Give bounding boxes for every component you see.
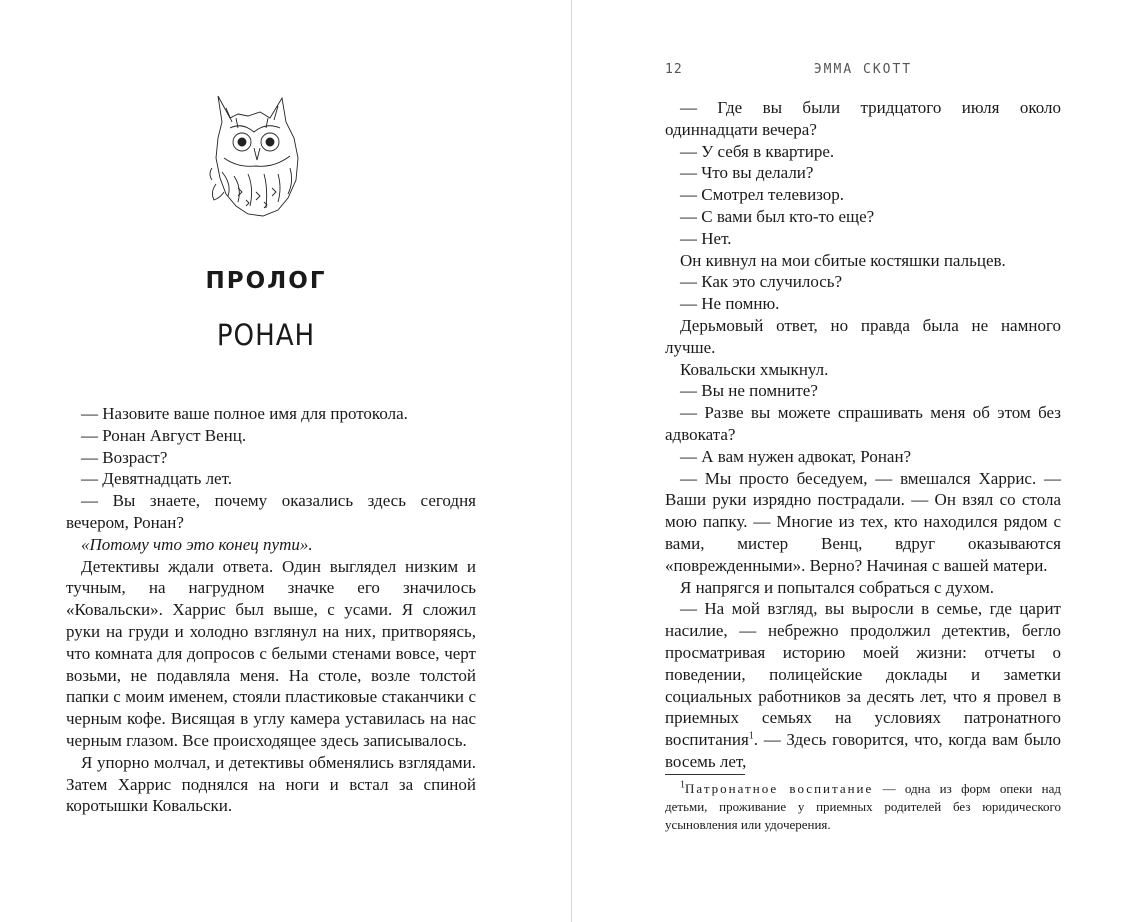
footnote-marker: 1: [680, 779, 685, 791]
paragraph: — Вы не помните?: [680, 381, 818, 401]
italic-thought: «Потому что это конец пути».: [81, 534, 313, 554]
paragraph: — Мы просто беседуем, — вмешался Харрис. — Ваши руки изрядно пострадали. — Он взял со стола мою папку. — Многие из тех, кто находился рядом с вами, мистер Венц, вдруг оказываются «поврежденными». Верно? Начиная с вашей матери.: [665, 468, 1061, 575]
footnote-text: — одна из форм опеки над детьми, проживание у приемных родителей без юридического усыновления или удочерения.: [665, 781, 1061, 832]
paragraph: — Назовите ваше полное имя для протокола.: [81, 404, 408, 423]
paragraph-text-after: . — Здесь говорится, что, когда вам было восемь лет,: [665, 730, 1061, 771]
chapter-subtitle: РОНАН: [216, 318, 316, 352]
paragraph: Дерьмовый ответ, но правда была не намного лучше.: [665, 315, 1061, 357]
paragraph: — Нет.: [680, 228, 732, 248]
chapter-title: ПРОЛОГ: [205, 268, 327, 294]
paragraph: — Где вы были тридцатого июля около одиннадцати вечера?: [665, 98, 1061, 139]
author-name: ЭММА СКОТТ: [813, 62, 913, 77]
footnote-ref[interactable]: 1: [748, 730, 754, 742]
right-page: [572, 0, 1145, 922]
left-body-text: [66, 403, 476, 817]
paragraph: — Как это случилось?: [680, 272, 843, 292]
right-body-text: [665, 97, 1061, 773]
paragraph: — Вы знаете, почему оказались здесь сегодня вечером, Ронан?: [66, 491, 476, 532]
paragraph: Он кивнул на мои сбитые костяшки пальцев.: [680, 250, 1006, 270]
running-head: [665, 62, 1061, 82]
page-number: 12: [665, 62, 683, 77]
paragraph: — Что вы делали?: [680, 163, 814, 183]
paragraph: — Возраст?: [81, 447, 168, 467]
footnote: [665, 780, 1061, 834]
paragraph-with-footnote: [665, 598, 1061, 772]
paragraph: Ковальски хмыкнул.: [680, 359, 829, 379]
paragraph: — Разве вы можете спрашивать меня об этом без адвоката?: [665, 403, 1061, 444]
paragraph: Детективы ждали ответа. Один выглядел низким и тучным, на нагрудном значке его значилось «Ковальски». Харрис был выше, с усами. Я сложил руки на груди и холодно взглянул на них, притворяясь, что комната для допросов с белыми стенами вовсе, черт возьми, не подавляла меня. На столе, возле толстой папки с моим именем, стояли пластиковые стаканчики с черным кофе. Висящая в углу камера уставилась на нас черным глазом. Все происходящее здесь записывалось.: [66, 556, 476, 750]
paragraph: — А вам нужен адвокат, Ронан?: [680, 446, 912, 466]
left-page: [0, 0, 572, 922]
paragraph: — С вами был кто-то еще?: [680, 206, 875, 226]
paragraph: — Ронан Август Венц.: [81, 425, 247, 445]
footnote-term: Патронатное воспитание: [685, 781, 874, 796]
paragraph: — У себя в квартире.: [680, 141, 835, 161]
footnote-rule: [665, 774, 745, 775]
owl-illustration-icon: [208, 88, 310, 218]
paragraph: — Смотрел телевизор.: [680, 185, 845, 205]
paragraph: Я напрягся и попытался собраться с духом.: [680, 577, 994, 597]
paragraph: Я упорно молчал, и детективы обменялись взглядами. Затем Харрис поднялся на ноги и встал за спиной коротышки Ковальски.: [66, 752, 476, 816]
paragraph: — Девятнадцать лет.: [81, 469, 233, 489]
paragraph-text: — На мой взгляд, вы выросли в семье, где царит насилие, — небрежно продолжил детектив, бегло просматривая историю моей жизни: отчеты о поведении, полицейские доклады и заметки социальных работников за десять лет, что я провел в приемных семьях на условиях патронатного воспитания: [665, 599, 1061, 750]
paragraph: — Не помню.: [680, 294, 780, 314]
